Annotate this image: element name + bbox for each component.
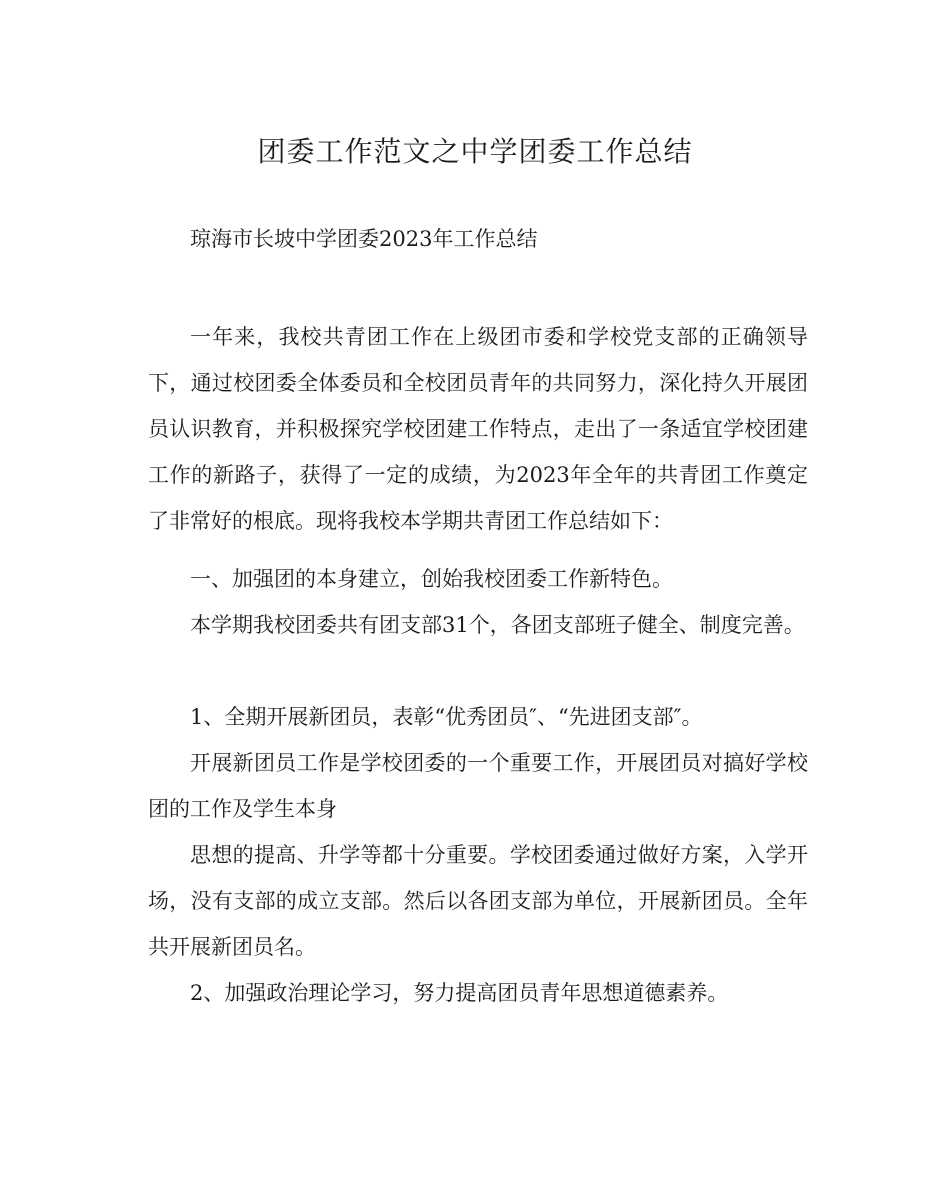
paragraph-new-members-continued: 思想的提高、升学等都十分重要。学校团委通过做好方案，入学开场，没有支部的成立支部。然后以各团支部为单位，开展新团员。全年共开展新团员名。 xyxy=(148,843,808,959)
paragraph-branches: 本学期我校团委共有团支部31个，各团支部班子健全、制度完善。 xyxy=(190,613,805,637)
document-subtitle: 琼海市长坡中学团委2023年工作总结 xyxy=(190,227,538,251)
item-heading-2: 2、加强政治理论学习，努力提高团员青年思想道德素养。 xyxy=(190,981,729,1005)
paragraph-new-members: 开展新团员工作是学校团委的一个重要工作，开展团员对搞好学校团的工作及学生本身 xyxy=(148,751,808,821)
document-title: 团委工作范文之中学团委工作总结 xyxy=(257,135,693,168)
paragraph-intro: 一年来，我校共青团工作在上级团市委和学校党支部的正确领导下，通过校团委全体委员和全校团员青年的共同努力，深化持久开展团员认识教育，并积极探究学校团建工作特点，走出了一条适宜学校团建工作的新路子，获得了一定的成绩，为2023年全年的共青团工作奠定了非常好的根底。现将我校本学期共青团工作总结如下： xyxy=(148,325,808,533)
section-heading-1: 一、加强团的本身建立，创始我校团委工作新特色。 xyxy=(190,567,673,591)
item-heading-1: 1、全期开展新团员，表彰“优秀团员″、“先进团支部″。 xyxy=(190,705,703,729)
